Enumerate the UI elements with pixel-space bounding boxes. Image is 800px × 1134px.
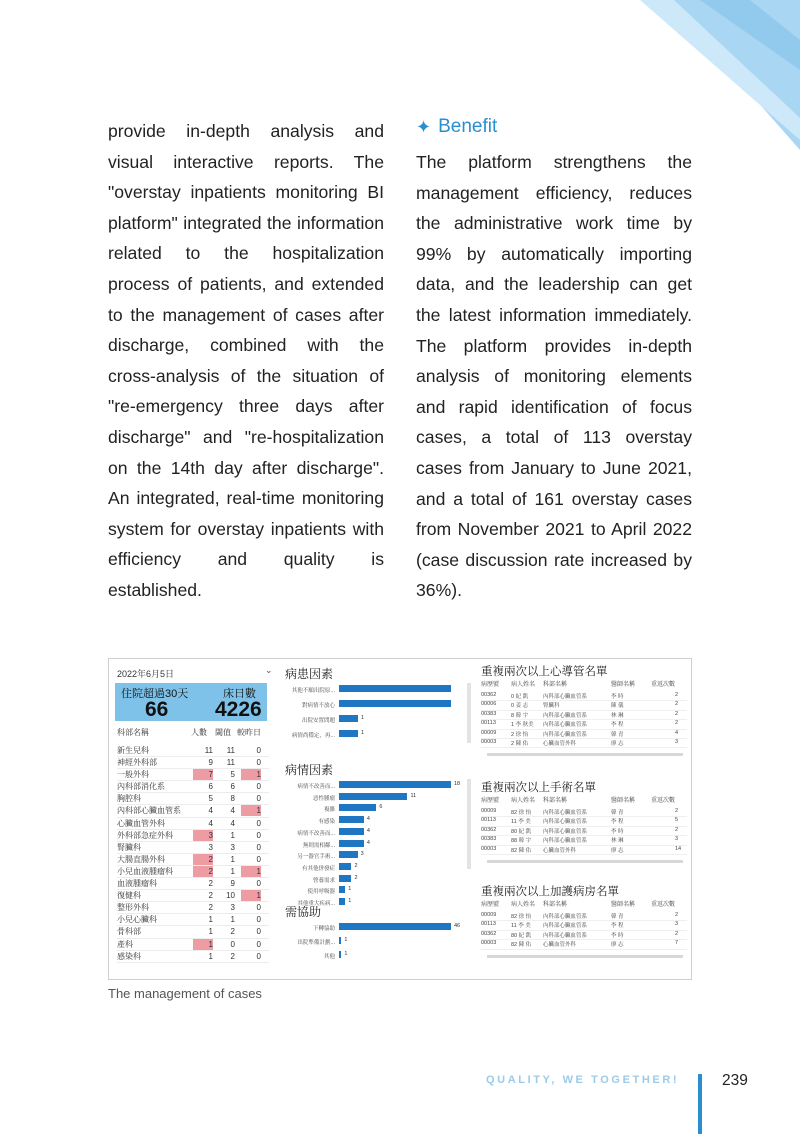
list-header bbox=[481, 794, 687, 804]
table-row[interactable] bbox=[117, 745, 269, 757]
list-cell: 韓 青 bbox=[611, 810, 624, 816]
threshold-cell: 10 bbox=[226, 891, 235, 901]
list-header-cell[interactable]: 醫師名稱 bbox=[611, 682, 636, 688]
list-cell: 00113 bbox=[481, 921, 496, 928]
delta-cell: 0 bbox=[256, 927, 261, 937]
list-title: 重複兩次以上加護病房名單 bbox=[481, 886, 619, 898]
left-text-column bbox=[108, 116, 384, 606]
list-header-cell[interactable]: 病人姓名 bbox=[511, 682, 536, 688]
bar[interactable] bbox=[339, 816, 364, 823]
list-header-cell[interactable]: 病歷號 bbox=[481, 798, 500, 804]
list-header-cell[interactable]: 醫師名稱 bbox=[611, 902, 636, 908]
list-cell: 廖 志 bbox=[611, 847, 624, 854]
list-cell: 心臟血管外科 bbox=[543, 847, 577, 854]
benefit-heading-text: Benefit bbox=[438, 116, 498, 137]
bar[interactable] bbox=[339, 730, 358, 737]
list-row[interactable] bbox=[481, 845, 687, 855]
list-header-cell[interactable]: 重返次數 bbox=[651, 682, 676, 688]
count-cell: 11 bbox=[204, 746, 213, 755]
benefit-heading bbox=[416, 116, 692, 138]
list-cell: 82 徐 怡 bbox=[511, 810, 532, 816]
bar-value-label: 1 bbox=[361, 715, 365, 721]
list-header bbox=[481, 898, 687, 908]
list-cell: 內科部心臟血管系 bbox=[543, 694, 588, 700]
department-name: 血液腫瘤科 bbox=[117, 879, 157, 889]
count-cell: 4 bbox=[208, 818, 213, 828]
list-title: 重複兩次以上心導管名單 bbox=[481, 666, 608, 678]
bar-row[interactable] bbox=[281, 804, 467, 813]
list-cell: 心臟血管外科 bbox=[543, 942, 577, 949]
bar[interactable] bbox=[339, 898, 345, 905]
threshold-cell: 2 bbox=[230, 927, 235, 937]
bar-category-label: 病情不改善而... bbox=[297, 830, 335, 837]
list-cell: 2 徐 怡 bbox=[511, 731, 529, 738]
department-name: 內科部心臟血管系 bbox=[117, 806, 181, 816]
table-row[interactable] bbox=[117, 769, 269, 781]
list-cell: 2 bbox=[675, 692, 679, 698]
list-cell: 陳 儀 bbox=[611, 703, 624, 710]
bar-row[interactable] bbox=[281, 923, 467, 932]
list-cell: 0 紀 凱 bbox=[511, 694, 529, 700]
delta-cell: 1 bbox=[241, 769, 261, 780]
bar-row[interactable] bbox=[281, 828, 467, 837]
delta-cell: 0 bbox=[256, 879, 261, 889]
list-cell: 廖 志 bbox=[611, 741, 624, 747]
delta-cell: 0 bbox=[256, 758, 261, 768]
delta-cell: 0 bbox=[256, 782, 261, 792]
table-row[interactable] bbox=[117, 866, 269, 878]
overstay-summary-panel bbox=[109, 659, 275, 979]
table-row[interactable] bbox=[117, 854, 269, 866]
bar-category-label: 對病情不放心 bbox=[301, 703, 335, 709]
count-cell: 1 bbox=[208, 927, 213, 937]
count-cell: 3 bbox=[208, 842, 213, 852]
list-cell: 李 時 bbox=[611, 694, 624, 700]
bar-value-label: 4 bbox=[366, 827, 370, 834]
delta-cell: 1 bbox=[241, 866, 261, 877]
bar-category-label: 惡性腫瘤 bbox=[312, 795, 335, 802]
list-cell: 00006 bbox=[481, 701, 497, 708]
bar-category-label: 病情不改善而... bbox=[297, 784, 335, 790]
bar-category-label: 有其他併發症 bbox=[301, 865, 335, 872]
bar-category-label: 出院安置問題 bbox=[301, 718, 335, 724]
table-row[interactable] bbox=[117, 842, 269, 854]
bar-category-label: 下轉協助 bbox=[312, 926, 335, 932]
delta-cell: 0 bbox=[256, 794, 261, 804]
list-cell: 韓 青 bbox=[611, 914, 624, 920]
threshold-cell: 3 bbox=[230, 842, 235, 852]
list-header-cell[interactable]: 病歷號 bbox=[481, 682, 500, 688]
list-cell: 2 bbox=[675, 826, 679, 833]
list-cell: 內科部心臟血管系 bbox=[543, 722, 588, 729]
header-delta[interactable]: 較昨日 bbox=[237, 728, 261, 737]
repeat-lists-panel bbox=[477, 659, 691, 979]
list-cell: 李 程 bbox=[611, 819, 624, 826]
bar-category-label: 營養需求 bbox=[312, 877, 335, 884]
department-table-body bbox=[117, 745, 269, 963]
delta-cell: 0 bbox=[256, 939, 261, 949]
threshold-cell: 1 bbox=[230, 866, 235, 876]
delta-cell: 1 bbox=[241, 805, 261, 816]
bar-row[interactable] bbox=[281, 793, 467, 802]
list-cell: 7 bbox=[675, 940, 679, 947]
bar-value-label: 46 bbox=[454, 923, 461, 929]
footer-divider bbox=[698, 1074, 702, 1134]
bar[interactable] bbox=[339, 875, 351, 882]
department-name: 大腸直腸外科 bbox=[117, 854, 165, 864]
table-row[interactable] bbox=[117, 757, 269, 769]
list-cell: 00383 bbox=[481, 836, 497, 843]
bar-category-label: 其他重大疾病... bbox=[297, 901, 335, 907]
list-header-cell[interactable]: 病歷號 bbox=[481, 902, 500, 908]
table-row[interactable] bbox=[117, 793, 269, 805]
department-name: 神經外科部 bbox=[117, 758, 157, 768]
list-cell: 00362 bbox=[481, 930, 497, 937]
list-cell: 2 bbox=[675, 710, 679, 717]
threshold-cell: 2 bbox=[230, 951, 235, 961]
bar-row[interactable] bbox=[281, 951, 467, 960]
department-name: 一般外科 bbox=[117, 770, 149, 780]
threshold-cell: 1 bbox=[230, 915, 235, 925]
factor-charts-panel bbox=[281, 659, 473, 979]
department-name: 感染科 bbox=[117, 951, 141, 961]
threshold-cell: 9 bbox=[230, 879, 235, 889]
list-header bbox=[481, 678, 687, 688]
list-cell: 2 bbox=[675, 808, 679, 814]
date-selector[interactable]: 2022年6月5日 bbox=[117, 669, 175, 679]
department-name: 心臟血管外科 bbox=[117, 818, 165, 828]
department-name: 新生兒科 bbox=[117, 746, 149, 755]
bar[interactable] bbox=[339, 715, 358, 722]
bar[interactable] bbox=[339, 863, 351, 870]
delta-cell: 0 bbox=[256, 854, 261, 864]
table-row[interactable] bbox=[117, 781, 269, 793]
list-cell: 內科部心臟血管系 bbox=[543, 810, 588, 816]
list-cell: 00383 bbox=[481, 710, 497, 717]
bar[interactable] bbox=[339, 951, 341, 958]
list-cell: 5 bbox=[675, 817, 679, 824]
list-header-cell[interactable]: 重返次數 bbox=[651, 902, 676, 908]
bar-category-label: 另一器官手術... bbox=[297, 854, 335, 861]
right-text-column bbox=[416, 116, 692, 606]
bar-category-label: 病情尚穩定，再... bbox=[291, 733, 335, 739]
threshold-cell: 1 bbox=[230, 854, 235, 864]
department-name: 胸腔科 bbox=[117, 794, 141, 804]
list-cell: 00362 bbox=[481, 826, 497, 833]
list-header-cell[interactable]: 科部名稱 bbox=[543, 798, 568, 804]
list-title: 重複兩次以上手術名單 bbox=[481, 782, 596, 794]
footer-tagline: QUALITY, WE TOGETHER! bbox=[486, 1074, 680, 1086]
bar[interactable] bbox=[339, 937, 341, 944]
list-header-cell[interactable]: 病人姓名 bbox=[511, 798, 536, 804]
delta-cell: 0 bbox=[256, 951, 261, 961]
bar[interactable] bbox=[339, 886, 345, 893]
kpi-label-overstay: 住院超過30天 bbox=[121, 688, 189, 700]
bar-category-label: 其他 bbox=[323, 954, 335, 960]
threshold-cell: 1 bbox=[230, 830, 235, 840]
threshold-cell: 11 bbox=[226, 758, 235, 768]
bar-row[interactable] bbox=[281, 700, 467, 709]
department-name: 外科部急症外科 bbox=[117, 830, 173, 840]
bar[interactable] bbox=[339, 793, 407, 800]
count-cell: 1 bbox=[193, 939, 213, 950]
list-cell: 內科部心臟血管系 bbox=[543, 932, 588, 939]
bar-row[interactable] bbox=[281, 863, 467, 872]
department-name: 產科 bbox=[117, 939, 133, 949]
bar-category-label: 複雜 bbox=[323, 807, 335, 814]
threshold-cell: 0 bbox=[230, 939, 235, 949]
chart-title: 需協助 bbox=[285, 905, 322, 919]
kpi-card bbox=[115, 683, 267, 721]
list-cell: 4 bbox=[675, 729, 679, 736]
count-cell: 9 bbox=[208, 758, 213, 768]
bar-row[interactable] bbox=[281, 937, 467, 946]
bar[interactable] bbox=[339, 781, 451, 788]
list-row[interactable] bbox=[481, 738, 687, 748]
table-row[interactable] bbox=[117, 951, 269, 963]
list-cell: 3 bbox=[675, 739, 679, 745]
list-cell: 內科部心臟血管系 bbox=[543, 828, 588, 835]
list-cell: 00003 bbox=[481, 845, 497, 852]
bar-row[interactable] bbox=[281, 816, 467, 825]
list-cell: 1 李 秋美 bbox=[511, 722, 534, 729]
list-cell: 00113 bbox=[481, 817, 496, 824]
delta-cell: 0 bbox=[256, 746, 261, 755]
bar-category-label: 有感染 bbox=[318, 819, 335, 826]
page-number: 239 bbox=[722, 1072, 748, 1089]
count-cell: 2 bbox=[193, 854, 213, 865]
list-cell: 82 陳 佑 bbox=[511, 942, 532, 949]
list-header-cell[interactable]: 重返次數 bbox=[651, 798, 676, 804]
delta-cell: 1 bbox=[241, 890, 261, 901]
bar-value-label: 2 bbox=[354, 874, 358, 881]
sparkle-star-icon: ✦ bbox=[416, 117, 432, 137]
threshold-cell: 11 bbox=[226, 746, 235, 755]
list-cell: 李 時 bbox=[611, 932, 624, 939]
bar-value-label: 1 bbox=[361, 730, 365, 736]
list-header-cell[interactable]: 科部名稱 bbox=[543, 902, 568, 908]
bar[interactable] bbox=[339, 923, 451, 930]
bar[interactable] bbox=[339, 804, 376, 811]
department-name: 整形外科 bbox=[117, 903, 149, 913]
list-cell: 00009 bbox=[481, 808, 497, 814]
threshold-cell: 8 bbox=[230, 794, 235, 804]
list-cell: 李 程 bbox=[611, 722, 624, 729]
table-row[interactable] bbox=[117, 902, 269, 914]
threshold-cell: 3 bbox=[230, 903, 235, 913]
list-cell: 00009 bbox=[481, 729, 497, 736]
bar-row[interactable] bbox=[281, 886, 467, 895]
count-cell: 7 bbox=[193, 769, 213, 780]
list-cell: 8 韓 宇 bbox=[511, 712, 529, 719]
list-cell: 內科部心臟血管系 bbox=[543, 731, 588, 738]
table-row[interactable] bbox=[117, 939, 269, 951]
bar-value-label: 3 bbox=[360, 851, 364, 858]
list-cell: 2 陳 佑 bbox=[511, 741, 529, 747]
count-cell: 2 bbox=[208, 891, 213, 901]
bar-value-label: 1 bbox=[344, 951, 348, 957]
list-cell: 80 紀 凱 bbox=[511, 828, 532, 835]
bar-value-label: 2 bbox=[354, 862, 358, 869]
list-cell: 11 李 美 bbox=[511, 819, 531, 826]
list-cell: 0 姜 志 bbox=[511, 703, 529, 710]
bar-value-label: 11 bbox=[410, 792, 417, 799]
benefit-paragraph: The platform strengthens the management efficiency, reduces the administrative work time by 99% by automatically importing data, and the leadership can get the latest information immediately. The platform provides in-depth analysis of monitoring elements and rapid identification of focus cases, a total of 113 overstay cases from January to June 2021, and a total of 161 overstay cases from November 2021 to April 2022 (case discussion rate increased by 36%). bbox=[416, 152, 692, 601]
department-name: 小兒血液腫瘤科 bbox=[117, 866, 173, 876]
count-cell: 2 bbox=[208, 879, 213, 889]
header-department[interactable]: 科部名稱 bbox=[117, 728, 149, 737]
bar-value-label: 18 bbox=[454, 781, 461, 787]
count-cell: 2 bbox=[193, 866, 213, 877]
bar-category-label: 使用呼吸器 bbox=[307, 889, 335, 896]
list-cell: 00113 bbox=[481, 720, 496, 727]
bar[interactable] bbox=[339, 700, 451, 707]
dashboard-screenshot bbox=[108, 658, 692, 980]
department-name: 內科部消化系 bbox=[117, 782, 165, 792]
bar-row[interactable] bbox=[281, 685, 467, 694]
list-cell: 2 bbox=[675, 720, 679, 727]
list-cell: 00009 bbox=[481, 912, 497, 918]
table-row[interactable] bbox=[117, 914, 269, 926]
bar-value-label: 4 bbox=[366, 839, 370, 846]
list-cell: 李 時 bbox=[611, 828, 624, 835]
threshold-cell: 5 bbox=[230, 770, 235, 780]
header-threshold[interactable]: 閾值 bbox=[215, 728, 231, 737]
delta-cell: 0 bbox=[256, 830, 261, 840]
bar-row[interactable] bbox=[281, 840, 467, 849]
bar-value-label: 1 bbox=[348, 886, 352, 893]
scrollbar[interactable] bbox=[467, 779, 471, 869]
delta-cell: 0 bbox=[256, 903, 261, 913]
list-cell: 內科部心臟血管系 bbox=[543, 923, 588, 930]
bar-category-label: 其他不願出院原... bbox=[291, 688, 335, 694]
list-cell: 11 李 美 bbox=[511, 923, 531, 930]
list-cell: 00362 bbox=[481, 692, 497, 698]
count-cell: 6 bbox=[208, 782, 213, 792]
header-count[interactable]: 人數 bbox=[191, 728, 207, 737]
bar-value-label: 4 bbox=[366, 816, 370, 823]
figure-caption: The management of cases bbox=[108, 986, 262, 1001]
count-cell: 3 bbox=[193, 830, 213, 841]
bar[interactable] bbox=[339, 840, 364, 847]
count-cell: 5 bbox=[208, 794, 213, 804]
list-header-cell[interactable]: 科部名稱 bbox=[543, 682, 568, 688]
department-name: 骨科部 bbox=[117, 927, 141, 937]
list-cell: 2 bbox=[675, 930, 679, 937]
chart-title: 病患因素 bbox=[285, 667, 334, 681]
department-name: 腎臟科 bbox=[117, 842, 141, 852]
bar[interactable] bbox=[339, 851, 358, 858]
threshold-cell: 4 bbox=[230, 806, 235, 816]
table-row[interactable] bbox=[117, 878, 269, 890]
horizontal-scrollbar[interactable] bbox=[487, 753, 683, 756]
bar-value-label: 1 bbox=[344, 937, 348, 943]
delta-cell: 0 bbox=[256, 842, 261, 852]
delta-cell: 0 bbox=[256, 915, 261, 925]
bar[interactable] bbox=[339, 828, 364, 835]
kpi-value-bed-days: 4226 bbox=[215, 698, 262, 721]
bar-row[interactable] bbox=[281, 875, 467, 884]
left-paragraph: provide in-depth analysis and visual interactive reports. The "overstay inpatients monitoring BI platform" integrated the information related to the hospitalization process of patients, and extended to the management of cases after discharge, combined with the cross-analysis of the situation of "re-emergency three days after discharge" and "re-hospitalization on the 14th day after discharge". An integrated, real-time monitoring system for overstay inpatients with efficiency and quality is established. bbox=[108, 121, 384, 600]
count-cell: 1 bbox=[208, 951, 213, 961]
bar-value-label: 6 bbox=[379, 804, 383, 811]
bar-category-label: 出院準備計劃... bbox=[297, 940, 335, 946]
list-cell: 3 bbox=[675, 921, 679, 928]
kpi-label-bed-days: 床日數 bbox=[223, 688, 256, 700]
department-name: 小兒心臟科 bbox=[117, 915, 157, 925]
bar-category-label: 無則需相鄰... bbox=[302, 842, 335, 849]
list-cell: 內科部心臟血管系 bbox=[543, 914, 588, 920]
table-row[interactable] bbox=[117, 818, 269, 830]
list-cell: 88 韓 宇 bbox=[511, 838, 532, 845]
list-cell: 82 徐 怡 bbox=[511, 914, 532, 920]
chart-title: 病情因素 bbox=[285, 763, 334, 777]
count-cell: 4 bbox=[208, 806, 213, 816]
list-cell: 心臟血管外科 bbox=[543, 741, 577, 747]
bar[interactable] bbox=[339, 685, 451, 692]
list-cell: 林 琳 bbox=[611, 712, 624, 719]
list-cell: 內科部心臟血管系 bbox=[543, 819, 588, 826]
table-row[interactable] bbox=[117, 805, 269, 817]
list-cell: 腎臟科 bbox=[543, 703, 560, 710]
threshold-cell: 6 bbox=[230, 782, 235, 792]
list-cell: 00003 bbox=[481, 739, 497, 745]
scrollbar[interactable] bbox=[467, 683, 471, 743]
count-cell: 1 bbox=[208, 915, 213, 925]
chevron-down-icon[interactable]: ⌄ bbox=[265, 665, 273, 675]
list-header-cell[interactable]: 病人姓名 bbox=[511, 902, 536, 908]
delta-cell: 0 bbox=[256, 818, 261, 828]
list-cell: 00003 bbox=[481, 940, 497, 947]
list-cell: 韓 青 bbox=[611, 731, 624, 738]
table-row[interactable] bbox=[117, 926, 269, 938]
list-cell: 內科部心臟血管系 bbox=[543, 712, 588, 719]
list-cell: 2 bbox=[675, 701, 679, 708]
bar-value-label: 1 bbox=[348, 898, 352, 904]
list-row[interactable] bbox=[481, 939, 687, 949]
bar-row[interactable] bbox=[281, 730, 467, 739]
list-cell: 2 bbox=[675, 912, 679, 918]
list-cell: 80 紀 凱 bbox=[511, 932, 532, 939]
list-cell: 14 bbox=[675, 845, 682, 852]
list-cell: 李 程 bbox=[611, 923, 624, 930]
list-cell: 廖 志 bbox=[611, 942, 624, 949]
list-cell: 林 琳 bbox=[611, 838, 624, 845]
table-row[interactable] bbox=[117, 890, 269, 902]
list-cell: 3 bbox=[675, 836, 679, 843]
bar-row[interactable] bbox=[281, 851, 467, 860]
list-cell: 內科部心臟血管系 bbox=[543, 838, 588, 845]
horizontal-scrollbar[interactable] bbox=[487, 955, 683, 958]
horizontal-scrollbar[interactable] bbox=[487, 860, 683, 863]
list-header-cell[interactable]: 醫師名稱 bbox=[611, 798, 636, 804]
threshold-cell: 4 bbox=[230, 818, 235, 828]
table-row[interactable] bbox=[117, 830, 269, 842]
kpi-value-overstay: 66 bbox=[145, 698, 169, 721]
department-name: 復健科 bbox=[117, 891, 141, 901]
count-cell: 2 bbox=[208, 903, 213, 913]
bar-row[interactable] bbox=[281, 781, 467, 790]
bar-row[interactable] bbox=[281, 715, 467, 724]
list-cell: 82 陳 佑 bbox=[511, 847, 532, 854]
